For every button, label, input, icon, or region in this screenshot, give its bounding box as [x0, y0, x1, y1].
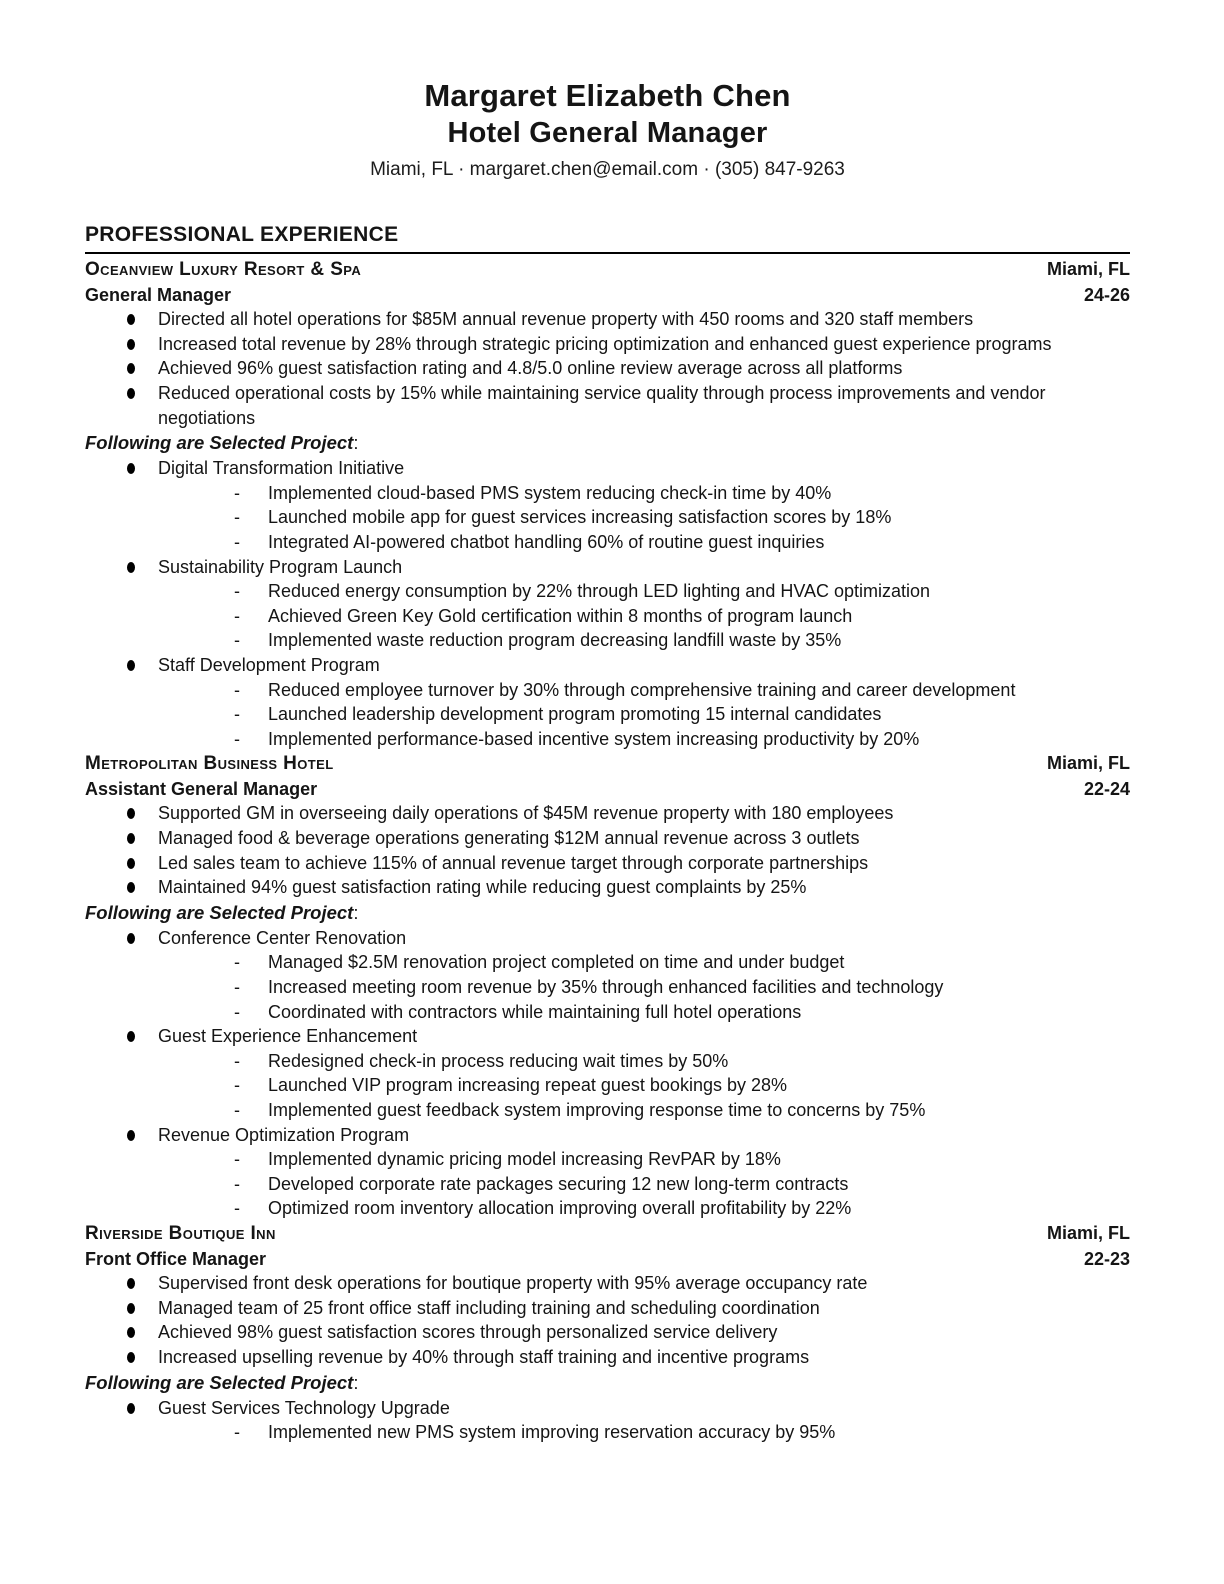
project-subitem	[158, 505, 1130, 530]
project-subitem-text: Launched leadership development program promoting 15 internal candidates	[268, 704, 882, 725]
role-row	[85, 1247, 1130, 1272]
bullet-icon	[127, 1278, 135, 1289]
project-subitem	[158, 950, 1130, 975]
bullet-icon	[127, 1130, 135, 1141]
dash-icon: -	[234, 977, 240, 998]
job-location: Miami, FL	[1046, 259, 1130, 279]
job-role: General Manager	[85, 284, 232, 305]
bullet-list	[85, 1271, 1130, 1369]
dash-icon: -	[234, 1422, 240, 1443]
bullet-icon	[127, 1327, 135, 1338]
project-subitem-text: Implemented performance-based incentive system increasing productivity by 20%	[268, 728, 920, 749]
resume-header	[85, 76, 1130, 182]
project-subitem-text: Increased meeting room revenue by 35% through enhanced facilities and technology	[268, 977, 944, 998]
project-subitem-text: Implemented waste reduction program decreasing landfill waste by 35%	[268, 630, 842, 651]
projects-label-text: Following are Selected Project	[85, 1371, 354, 1393]
bullet-item	[85, 381, 1130, 430]
job-dates: 22-23	[1083, 1248, 1130, 1269]
project-item	[85, 456, 1130, 554]
bullet-text: Achieved 98% guest satisfaction scores through personalized service delivery	[158, 1322, 778, 1343]
project-subitem-text: Implemented new PMS system improving reservation accuracy by 95%	[268, 1422, 836, 1443]
bullet-item	[85, 356, 1130, 381]
bullet-text: Increased total revenue by 28% through strategic pricing optimization and enhanced guest experience programs	[158, 333, 1052, 354]
dash-icon: -	[234, 1100, 240, 1120]
bullet-text: Supported GM in overseeing daily operations of $45M revenue property with 180 employees	[158, 803, 894, 824]
bullet-icon	[127, 933, 135, 944]
dash-icon: -	[234, 952, 240, 973]
project-subitem-text: Implemented dynamic pricing model increasing RevPAR by 18%	[268, 1149, 781, 1170]
project-subitem	[158, 702, 1130, 727]
project-subitem	[158, 1049, 1130, 1074]
project-name: Sustainability Program Launch	[158, 556, 403, 577]
company-row	[85, 1221, 1130, 1247]
project-subitem	[158, 481, 1130, 506]
projects-label-colon: :	[353, 432, 359, 454]
bullet-item	[85, 307, 1130, 332]
projects-label	[85, 1370, 1130, 1396]
company-row	[85, 257, 1130, 283]
bullet-list	[85, 307, 1130, 430]
dash-icon: -	[234, 1050, 240, 1071]
project-subitem	[158, 1147, 1130, 1172]
project-name: Staff Development Program	[158, 654, 380, 675]
dash-icon: -	[234, 704, 240, 725]
bullet-icon	[127, 882, 135, 893]
projects-label	[85, 430, 1130, 456]
bullet-icon	[127, 660, 135, 671]
bullet-icon	[127, 388, 135, 399]
project-subitem	[158, 628, 1130, 653]
project-subitem	[158, 1196, 1130, 1221]
bullet-icon	[127, 463, 135, 474]
project-subitem	[158, 1420, 1130, 1445]
project-subitem	[158, 975, 1130, 1000]
dash-icon: -	[234, 679, 240, 700]
project-subitems	[158, 1420, 1130, 1445]
project-subitems	[158, 579, 1130, 653]
project-name: Conference Center Renovation	[158, 927, 407, 948]
bullet-text: Managed food & beverage operations generating $12M annual revenue across 3 outlets	[158, 828, 860, 849]
bullet-item	[85, 1296, 1130, 1321]
project-subitem	[158, 1000, 1130, 1025]
bullet-text: Increased upselling revenue by 40% through staff training and incentive programs	[158, 1346, 810, 1367]
project-list	[85, 1396, 1130, 1445]
job-entry	[85, 751, 1130, 1221]
job-role: Assistant General Manager	[85, 778, 318, 799]
project-subitem	[158, 1098, 1130, 1123]
project-subitem	[158, 579, 1130, 604]
project-subitem-text: Launched mobile app for guest services increasing satisfaction scores by 18%	[268, 507, 892, 528]
bullet-icon	[127, 833, 135, 844]
bullet-text: Supervised front desk operations for boutique property with 95% average occupancy rate	[158, 1273, 868, 1294]
job-dates: 22-24	[1083, 778, 1130, 799]
bullet-icon	[127, 1303, 135, 1314]
bullet-item	[85, 1345, 1130, 1370]
dash-icon: -	[234, 1149, 240, 1170]
project-subitem-text: Developed corporate rate packages securing 12 new long-term contracts	[268, 1173, 849, 1194]
bullet-icon	[127, 562, 135, 573]
section-heading: PROFESSIONAL EXPERIENCE	[85, 223, 1130, 254]
bullet-text: Maintained 94% guest satisfaction rating while reducing guest complaints by 25%	[158, 877, 807, 898]
role-row	[85, 777, 1130, 802]
project-subitem-text: Coordinated with contractors while maintaining full hotel operations	[268, 1001, 802, 1022]
job-location: Miami, FL	[1046, 1222, 1130, 1243]
project-name: Guest Services Technology Upgrade	[158, 1397, 450, 1418]
dash-icon: -	[234, 605, 240, 626]
bullet-icon	[127, 339, 135, 350]
bullet-item	[85, 875, 1130, 900]
dash-icon: -	[234, 507, 240, 528]
bullet-list	[85, 801, 1130, 899]
project-name: Guest Experience Enhancement	[158, 1026, 418, 1047]
job-entry	[85, 1221, 1130, 1445]
bullet-icon	[127, 314, 135, 325]
project-list	[85, 926, 1130, 1221]
project-subitem	[158, 1073, 1130, 1098]
dash-icon: -	[234, 531, 240, 552]
bullet-text: Directed all hotel operations for $85M annual revenue property with 450 rooms and 320 staff members	[158, 309, 974, 330]
project-subitem	[158, 604, 1130, 629]
bullet-item	[85, 1320, 1130, 1345]
dash-icon: -	[234, 728, 240, 749]
project-subitems	[158, 481, 1130, 555]
project-subitem-text: Integrated AI-powered chatbot handling 60% of routine guest inquiries	[268, 531, 825, 552]
project-item	[85, 653, 1130, 751]
experience-section	[85, 223, 1130, 1445]
job-role: Front Office Manager	[85, 1248, 267, 1269]
bullet-icon	[127, 363, 135, 374]
project-subitem-text: Reduced employee turnover by 30% through comprehensive training and career development	[268, 679, 1016, 700]
dash-icon: -	[234, 1198, 240, 1219]
project-subitems	[158, 1049, 1130, 1123]
projects-label-text: Following are Selected Project	[85, 432, 354, 454]
dash-icon: -	[234, 1001, 240, 1022]
project-subitems	[158, 950, 1130, 1024]
project-subitem-text: Optimized room inventory allocation improving overall profitability by 22%	[268, 1198, 852, 1219]
project-item	[85, 1396, 1130, 1445]
dash-icon: -	[234, 482, 240, 503]
project-list	[85, 456, 1130, 751]
project-subitem-text: Redesigned check-in process reducing wait times by 50%	[268, 1050, 729, 1071]
project-subitem-text: Implemented cloud-based PMS system reducing check-in time by 40%	[268, 482, 832, 503]
projects-label-colon: :	[353, 901, 359, 923]
company-name: Oceanview Luxury Resort & Spa	[85, 259, 362, 280]
project-subitem-text: Managed $2.5M renovation project completed on time and under budget	[268, 952, 845, 973]
bullet-icon	[127, 858, 135, 869]
contact-line: Miami, FL · margaret.chen@email.com · (305) 847-9263	[370, 159, 845, 180]
project-subitem-text: Achieved Green Key Gold certification within 8 months of program launch	[268, 605, 853, 626]
bullet-icon	[127, 1403, 135, 1414]
bullet-icon	[127, 1352, 135, 1363]
bullet-text: Achieved 96% guest satisfaction rating and 4.8/5.0 online review average across all platforms	[158, 358, 903, 379]
project-subitem-text: Implemented guest feedback system improving response time to concerns by 75%	[268, 1100, 926, 1120]
job-dates: 24-26	[1083, 284, 1130, 305]
job-entry	[85, 257, 1130, 751]
bullet-icon	[127, 1031, 135, 1042]
projects-label-text: Following are Selected Project	[85, 901, 354, 923]
project-name: Revenue Optimization Program	[158, 1124, 410, 1145]
projects-label-colon: :	[353, 1371, 359, 1393]
project-subitems	[158, 1147, 1130, 1221]
project-item	[85, 555, 1130, 653]
bullet-item	[85, 801, 1130, 826]
bullet-icon	[127, 808, 135, 819]
dash-icon: -	[234, 1173, 240, 1194]
project-item	[85, 1123, 1130, 1221]
project-subitem-text: Launched VIP program increasing repeat guest bookings by 28%	[268, 1075, 788, 1096]
dash-icon: -	[234, 1075, 240, 1096]
person-name: Margaret Elizabeth Chen	[424, 78, 791, 113]
dash-icon: -	[234, 581, 240, 602]
role-row	[85, 283, 1130, 308]
bullet-text: Managed team of 25 front office staff including training and scheduling coordination	[158, 1297, 820, 1318]
project-item	[85, 926, 1130, 1024]
dash-icon: -	[234, 630, 240, 651]
bullet-text: Reduced operational costs by 15% while maintaining service quality through process improvements and vendor negotiations	[158, 382, 1046, 428]
project-item	[85, 1024, 1130, 1122]
project-subitem	[158, 530, 1130, 555]
bullet-item	[85, 1271, 1130, 1296]
bullet-item	[85, 332, 1130, 357]
company-name: Metropolitan Business Hotel	[85, 753, 334, 775]
person-title: Hotel General Manager	[447, 117, 768, 149]
bullet-item	[85, 851, 1130, 876]
company-row	[85, 751, 1130, 777]
project-subitem-text: Reduced energy consumption by 22% through LED lighting and HVAC optimization	[268, 581, 931, 602]
project-subitem	[158, 727, 1130, 752]
bullet-text: Led sales team to achieve 115% of annual revenue target through corporate partnerships	[158, 852, 869, 873]
projects-label	[85, 900, 1130, 926]
project-subitems	[158, 678, 1130, 752]
company-name: Riverside Boutique Inn	[85, 1222, 276, 1244]
bullet-item	[85, 826, 1130, 851]
project-name: Digital Transformation Initiative	[158, 458, 405, 479]
project-subitem	[158, 1172, 1130, 1197]
project-subitem	[158, 678, 1130, 703]
jobs-container	[85, 257, 1130, 1445]
job-location: Miami, FL	[1046, 753, 1130, 774]
